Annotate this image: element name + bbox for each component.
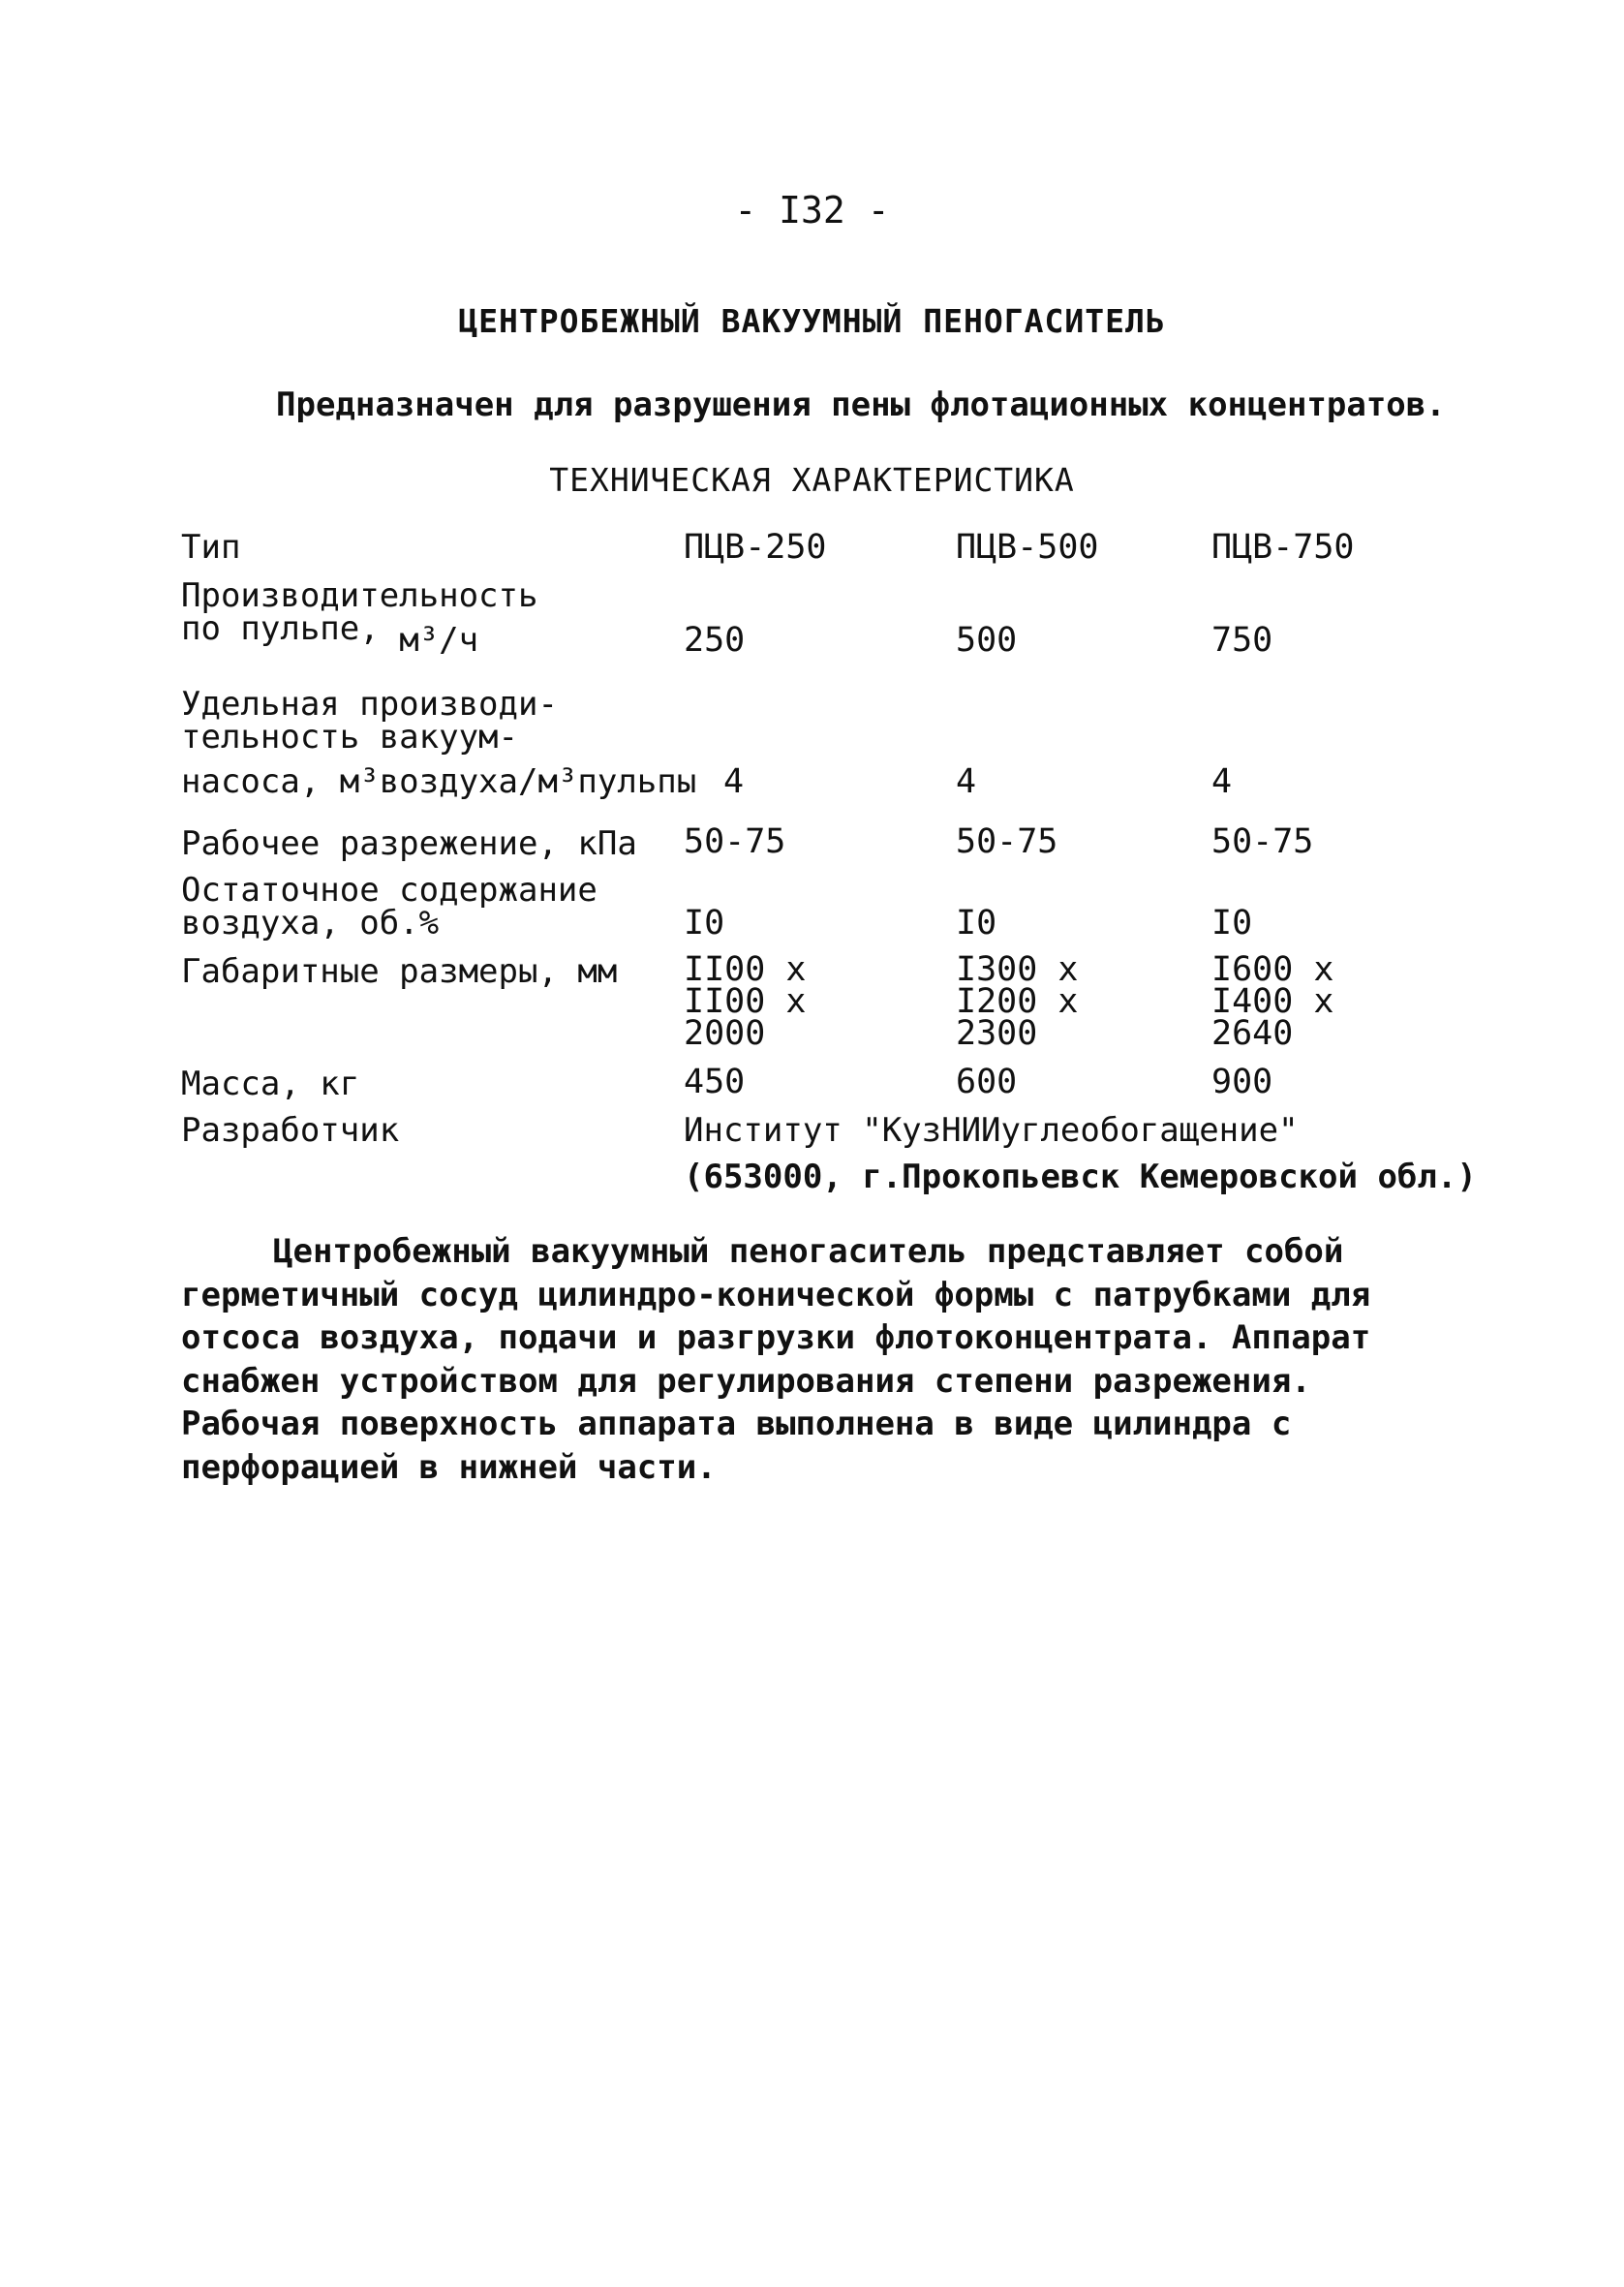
residual-air-value: I0 [956, 904, 997, 943]
capacity-value: 500 [956, 621, 1018, 660]
developer-name: Институт "КузНИИуглеобогащение" [684, 1111, 1299, 1150]
dimensions-value: 2000 [684, 1014, 766, 1053]
dimensions-value: II00 х [684, 950, 807, 989]
developer-label: Разработчик [181, 1111, 400, 1150]
residual-air-label: Остаточное содержание [181, 871, 598, 910]
capacity-value: 250 [684, 621, 746, 660]
dimensions-label: Габаритные размеры, мм [181, 952, 618, 991]
dimensions-value: I300 х [956, 950, 1079, 989]
spec-heading: ТЕХНИЧЕСКАЯ ХАРАКТЕРИСТИКА [549, 461, 1075, 499]
type-value: ПЦВ-250 [684, 528, 827, 567]
mass-value: 450 [684, 1063, 746, 1101]
dimensions-value: I200 х [956, 982, 1079, 1021]
residual-air-label-line2: воздуха, об.% [181, 904, 440, 943]
type-label: Тип [181, 528, 241, 567]
mass-value: 600 [956, 1063, 1018, 1101]
vacuum-value: 50-75 [956, 822, 1058, 861]
capacity-value: 750 [1211, 621, 1273, 660]
vacuum-value: 50-75 [1211, 822, 1314, 861]
type-value: ПЦВ-750 [1211, 528, 1355, 567]
capacity-label-line2: по пульпе, м³/ч [181, 609, 479, 660]
dimensions-value: II00 х [684, 982, 807, 1021]
vacuum-value: 50-75 [684, 822, 786, 861]
document-title: ЦЕНТРОБЕЖНЫЙ ВАКУУМНЫЙ ПЕНОГАСИТЕЛЬ [458, 302, 1166, 340]
mass-label: Масса, кг [181, 1065, 360, 1103]
dimensions-value: I600 х [1211, 950, 1334, 989]
page-number: - I32 - [734, 189, 890, 232]
vacuum-label: Рабочее разрежение, кПа [181, 824, 637, 863]
residual-air-value: I0 [684, 904, 725, 943]
capacity-label: Производительность [181, 576, 538, 615]
dimensions-value: 2300 [956, 1014, 1038, 1053]
mass-value: 900 [1211, 1063, 1273, 1101]
specific-capacity-value: 4 [723, 762, 745, 801]
purpose-text: Предназначен для разрушения пены флотационных концентратов. [276, 386, 1446, 424]
type-value: ПЦВ-500 [956, 528, 1099, 567]
specific-capacity-label: Удельная производи- [181, 685, 558, 724]
dimensions-value: I400 х [1211, 982, 1334, 1021]
specific-capacity-label-line3: насоса, м³воздуха/м³пульпы [181, 762, 697, 801]
specific-capacity-value: 4 [1211, 762, 1233, 801]
description-paragraph: Центробежный вакуумный пеногаситель представляет собой герметичный сосуд цилиндро-конической формы с патрубками для отсоса воздуха, подачи и разгрузки флотоконцентрата. Аппарат снабжен устройством для регулирования степени разрежения. Рабочая поверхность аппарата выполнена в виде цилиндра с перфорацией в нижней части. [181, 1232, 1371, 1487]
specific-capacity-value: 4 [956, 762, 977, 801]
specific-capacity-label-line2: тельность вакуум- [181, 718, 518, 757]
dimensions-value: 2640 [1211, 1014, 1294, 1053]
capacity-unit: м³/ч [399, 621, 479, 660]
developer-address: (653000, г.Прокопьевск Кемеровской обл.) [684, 1158, 1477, 1196]
residual-air-value: I0 [1211, 904, 1253, 943]
